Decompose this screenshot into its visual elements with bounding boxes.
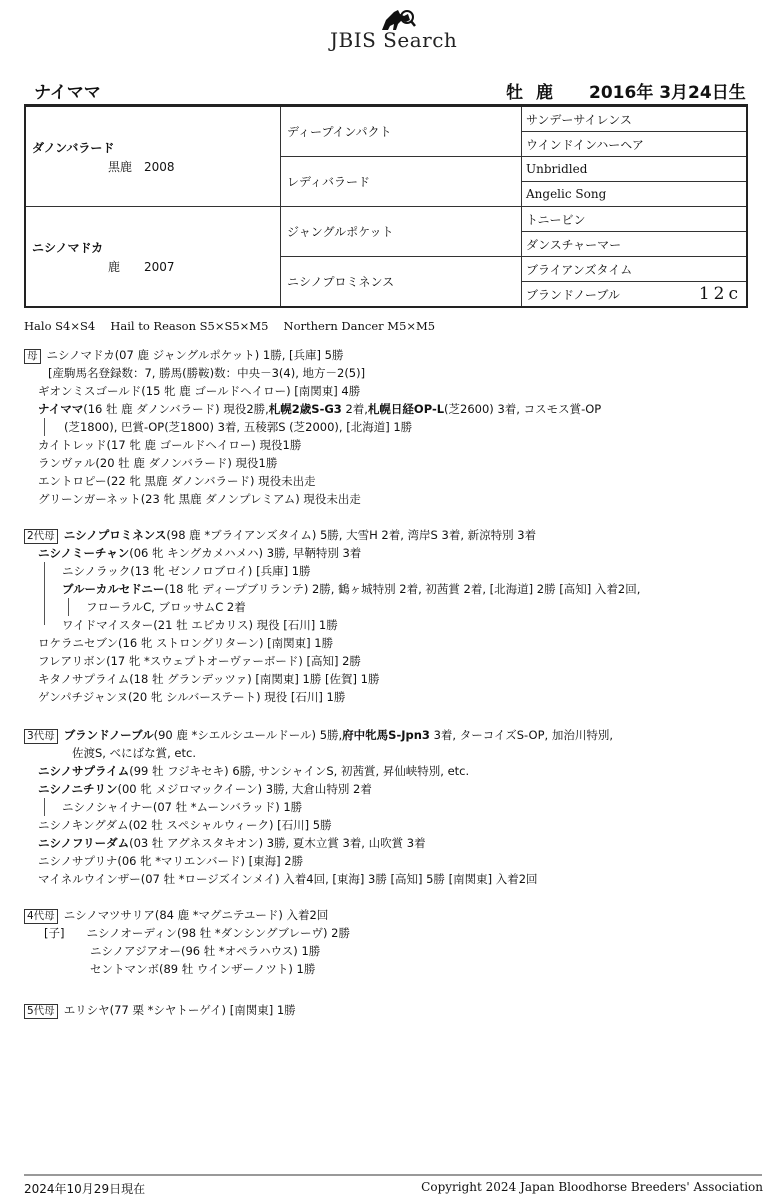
horse-sex: 牡 <box>506 83 523 103</box>
list-item: セントマンボ(89 牡 ウインザーノツト) 1勝 <box>90 962 316 976</box>
list-item: ニシノサプリナ(06 牝 *マリエンバード) [東海] 2勝 <box>38 854 304 868</box>
list-item: [産駒馬名登録数：7, 勝馬(勝鞍)数：中央－3(4), 地方－2(5)] <box>48 366 366 380</box>
fifth-dam-section <box>24 1001 754 1019</box>
jbis-logo[interactable] <box>330 8 460 54</box>
list-item: ニシノミーチャン(06 牝 キングカメハメハ) 3勝, 早鞆特別 3着 <box>38 546 362 560</box>
horse-color: 鹿 <box>536 83 553 103</box>
list-item: キタノサプライム(18 牡 グランデッツァ) [南関東] 1勝 [佐賀] 1勝 <box>38 672 380 686</box>
gp-8-cell <box>522 282 748 308</box>
list-item: 3代母 ブランドノーブル(90 鹿 *シエルシユールドール) 5勝,府中牝馬S-Jpn3 3着, ターコイズS-OP, 加治川特別, <box>24 726 754 744</box>
sire-name[interactable]: ダノンバラード <box>32 140 115 155</box>
sire-sire[interactable]: ディープインパクト <box>281 106 522 157</box>
list-item: ニシノアジアオー(96 牡 *オペラハウス) 1勝 <box>90 944 321 958</box>
logo-text: JBIS Search <box>330 28 458 52</box>
list-item: マイネルウインザー(07 牡 *ロージズインメイ) 入着4回, [東海] 3勝 [高知] 5勝 [南関東] 入着2回 <box>38 872 538 886</box>
tree-line <box>68 598 69 616</box>
list-item: カイトレッド(17 牝 鹿 ゴールドヘイロー) 現役1勝 <box>38 438 302 452</box>
tree-line <box>44 580 45 598</box>
list-item: ニシノニチリン(00 牝 メジロマックイーン) 3勝, 大倉山特別 2着 <box>38 782 372 796</box>
gp-4[interactable]: Angelic Song <box>522 182 748 207</box>
list-item: 母 ニシノマドカ(07 鹿 ジャングルポケット) 1勝, [兵庫] 5勝 <box>24 346 754 364</box>
sire-cell <box>25 106 281 207</box>
tree-line <box>44 598 45 616</box>
inbreeding-line: Halo S4×S4 Hail to Reason S5×S5×M5 Northern Dancer M5×M5 <box>24 319 436 333</box>
list-item: 佐渡S, べにばな賞, etc. <box>72 746 196 760</box>
list-item: ニシノフリーダム(03 牡 アグネスタキオン) 3勝, 夏木立賞 3着, 山吹賞 3着 <box>38 836 426 850</box>
gp-5[interactable]: トニービン <box>522 207 748 232</box>
list-item: グリーンガーネット(23 牝 黒鹿 ダノンプレミアム) 現役未出走 <box>38 492 361 506</box>
list-item: エントロピー(22 牝 黒鹿 ダノンバラード) 現役未出走 <box>38 474 316 488</box>
dam-section <box>24 346 754 508</box>
gp-2[interactable]: ウインドインハーヘア <box>522 132 748 157</box>
list-item: フローラルC, ブロッサムC 2着 <box>24 598 754 616</box>
second-dam-section <box>24 526 754 706</box>
list-item: 5代母 エリシヤ(77 栗 *シヤトーゲイ) [南関東] 1勝 <box>24 1001 754 1019</box>
family-number: 12c <box>698 284 742 304</box>
tree-line <box>44 616 45 625</box>
dam-dam[interactable]: ニシノプロミネンス <box>281 257 522 308</box>
list-item: (芝1800), 巴賞-OP(芝1800) 3着, 五稜郭S (芝2000), [北海道] 1勝 <box>24 418 754 436</box>
section-tag: 2代母 <box>24 529 58 544</box>
list-item: ランヴァル(20 牡 鹿 ダノンバラード) 現役1勝 <box>38 456 278 470</box>
gp-3[interactable]: Unbridled <box>522 157 748 182</box>
section-tag: 母 <box>24 349 41 364</box>
list-item: ギオンミスゴールド(15 牝 鹿 ゴールドヘイロー) [南関東] 4勝 <box>38 384 361 398</box>
tree-line <box>44 418 45 436</box>
section-tag: 5代母 <box>24 1004 58 1019</box>
dam-name[interactable]: ニシノマドカ <box>32 240 104 255</box>
child-tag: [子] <box>44 926 65 940</box>
list-item: ニシノキングダム(02 牡 スペシャルウィーク) [石川] 5勝 <box>38 818 332 832</box>
tree-line <box>44 798 45 816</box>
footer-divider <box>24 1174 762 1176</box>
list-item: ワイドマイスター(21 牡 エピカリス) 現役 [石川] 1勝 <box>24 616 754 634</box>
gp-8[interactable]: ブランドノーブル <box>526 287 620 302</box>
third-dam-section <box>24 726 754 888</box>
footer-copyright: Copyright 2024 Japan Bloodhorse Breeders' Association <box>421 1180 763 1194</box>
pedigree-table <box>24 105 748 308</box>
list-item: フレアリボン(17 牝 *スウェプトオーヴァーボード) [高知] 2勝 <box>38 654 361 668</box>
list-item: ナイママ(16 牡 鹿 ダノンバラード) 現役2勝,札幌2歳S-G3 2着,札幌日経OP-L(芝2600) 3着, コスモス賞-OP <box>38 402 602 416</box>
dam-sire[interactable]: ジャングルポケット <box>281 207 522 257</box>
dam-cell <box>25 207 281 308</box>
tree-line <box>44 562 45 580</box>
list-item: ニシノサプライム(99 牡 フジキセキ) 6勝, サンシャインS, 初茜賞, 昇仙峡特別, etc. <box>38 764 470 778</box>
list-item: [子] ニシノオーディン(98 牡 *ダンシングブレーヴ) 2勝 <box>44 926 350 940</box>
list-item: 2代母 ニシノプロミネンス(98 鹿 *ブライアンズタイム) 5勝, 大雪H 2着, 湾岸S 3着, 新涼特別 3着 <box>24 526 754 544</box>
section-tag: 3代母 <box>24 729 58 744</box>
gp-6[interactable]: ダンスチャーマー <box>522 232 748 257</box>
list-item: ゲンパチジャンヌ(20 牝 シルバーステート) 現役 [石川] 1勝 <box>38 690 346 704</box>
section-tag: 4代母 <box>24 909 58 924</box>
list-item: ニシノシャイナー(07 牡 *ムーンバラッド) 1勝 <box>24 798 754 816</box>
gp-1[interactable]: サンデーサイレンス <box>522 106 748 132</box>
list-item: ブルーカルセドニー(18 牝 ディープブリランテ) 2勝, 鶴ヶ城特別 2着, 初茜賞 2着, [北海道] 2勝 [高知] 入着2回, <box>24 580 754 598</box>
dam-info: 鹿 2007 <box>108 259 175 274</box>
horse-birthdate: 2016年 3月24日生 <box>589 83 746 103</box>
list-item: ニシノラック(13 牝 ゼンノロブロイ) [兵庫] 1勝 <box>24 562 754 580</box>
list-item: ロケラニセブン(16 牝 ストロングリターン) [南関東] 1勝 <box>38 636 334 650</box>
footer-date: 2024年10月29日現在 <box>24 1182 146 1196</box>
gp-7[interactable]: ブライアンズタイム <box>522 257 748 282</box>
sire-dam[interactable]: レディバラード <box>281 157 522 207</box>
sire-info: 黒鹿 2008 <box>108 159 175 174</box>
horse-name: ナイママ <box>34 83 101 103</box>
list-item: 4代母 ニシノマツサリア(84 鹿 *マグニテユード) 入着2回 <box>24 906 754 924</box>
fourth-dam-section <box>24 906 754 978</box>
title-bar <box>24 72 748 106</box>
